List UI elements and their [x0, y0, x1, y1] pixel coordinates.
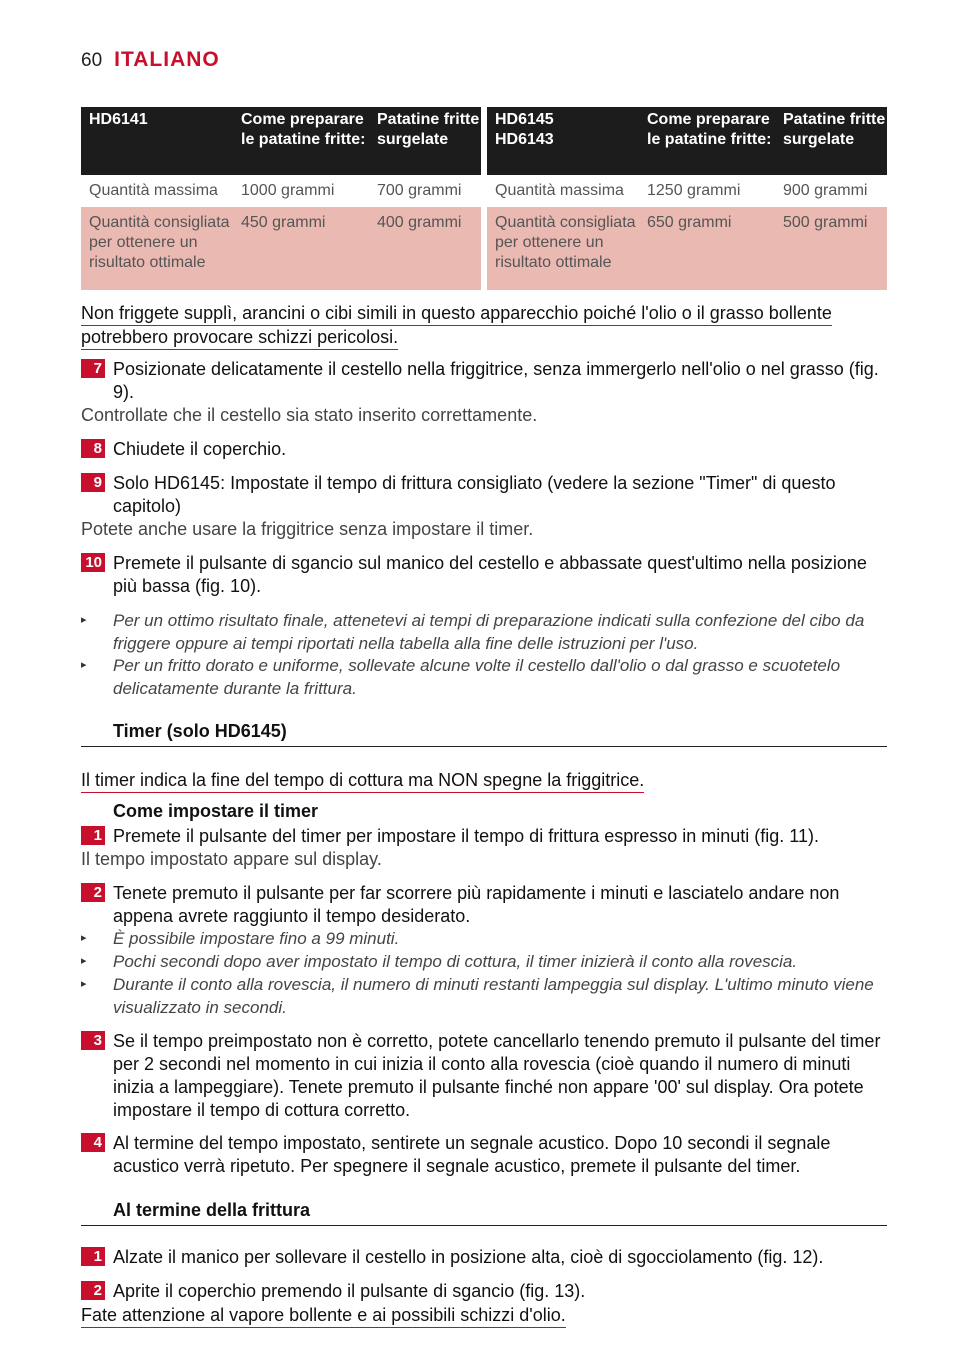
step-timer-3: 3 Se il tempo preimpostato non è corretto, potete cancellarlo tenendo premuto il pulsante del timer per 2 secondi nel momento in cui inizia il conto alla rovescia (cioè quando il numero di minuti inizia a lampeggiare). Tenete premuto il pulsante finché non appare '00' sul display. Ora potete impostare il tempo di cottura corretto. — [81, 1030, 887, 1122]
step-number: 3 — [81, 1031, 105, 1050]
warning-steam: Fate attenzione al vapore bollente e ai possibili schizzi d'olio. — [81, 1303, 566, 1327]
step-end-1: 1 Alzate il manico per sollevare il cestello in posizione alta, cioè di sgocciolamento (fig. 12). — [81, 1246, 887, 1269]
step-timer-1: 1 Premete il pulsante del timer per impostare il tempo di frittura espresso in minuti (fig. 11). — [81, 825, 887, 848]
step-7: 7 Posizionate delicatamente il cestello nella friggitrice, senza immergerlo nell'olio o nel grasso (fig. 9). — [81, 358, 887, 404]
tip-item: ▸ Per un ottimo risultato finale, attenetevi ai tempi di preparazione indicati sulla confezione del cibo da friggere oppure ai tempi riportati nella tabella alla fine delle istruzioni per l'uso. — [81, 611, 865, 653]
bullet-arrow-icon: ▸ — [81, 932, 87, 944]
subheading-set-timer: Come impostare il timer — [113, 801, 319, 821]
step-end-2: 2 Aprite il coperchio premendo il pulsante di sgancio (fig. 13). — [81, 1280, 887, 1303]
step-number: 8 — [81, 439, 105, 458]
tip-item: ▸ È possibile impostare fino a 99 minuti. — [81, 929, 400, 948]
table-row: Quantità consigliata per ottenere un risultato ottimale 650 grammi 500 grammi — [487, 207, 887, 290]
step-number: 2 — [81, 883, 105, 902]
step-10: 10 Premete il pulsante di sgancio sul manico del cestello e abbassate quest'ultimo nella posizione più bassa (fig. 10). — [81, 552, 887, 598]
table-header: HD6145 HD6143 Come preparare le patatine fritte: Patatine fritte surgelate — [487, 107, 887, 175]
step-number: 9 — [81, 473, 105, 492]
step-number: 2 — [81, 1281, 105, 1300]
step-number: 4 — [81, 1133, 105, 1152]
step-timer-4: 4 Al termine del tempo impostato, sentirete un segnale acustico. Dopo 10 secondi il segnale acustico verrà ripetuto. Per spegnere il segnale acustico, premete il pulsante del timer. — [81, 1132, 887, 1178]
note-display: Il tempo impostato appare sul display. — [81, 849, 382, 869]
page-header — [81, 48, 220, 72]
table-hd6145-hd6143 — [487, 107, 887, 290]
tip-item: ▸ Durante il conto alla rovescia, il numero di minuti restanti lampeggia sul display. L'ultimo minuto viene visualizzato in secondi. — [81, 975, 874, 1017]
warning-oil: Non friggete supplì, arancini o cibi simili in questo apparecchio poiché l'olio o il grasso bollente potrebbero provocare schizzi pericolosi. — [81, 301, 832, 349]
bullet-arrow-icon: ▸ — [81, 978, 87, 990]
language-title: ITALIANO — [114, 48, 220, 71]
warning-timer: Il timer indica la fine del tempo di cottura ma NON spegne la friggitrice. — [81, 768, 644, 792]
table-hd6141 — [81, 107, 481, 290]
step-8: 8 Chiudete il coperchio. — [81, 438, 887, 461]
step-number: 10 — [81, 553, 105, 572]
bullet-arrow-icon: ▸ — [81, 659, 87, 671]
tip-item: ▸ Per un fritto dorato e uniforme, sollevate alcune volte il cestello dall'olio o dal grasso e scuotetelo delicatamente durante la frittura. — [81, 656, 841, 698]
table-header: HD6141 Come preparare le patatine fritte: Patatine fritte surgelate — [81, 107, 481, 175]
step-number: 1 — [81, 826, 105, 845]
quantity-tables — [81, 107, 887, 290]
note-timer-optional: Potete anche usare la friggitrice senza impostare il timer. — [81, 519, 534, 539]
step-number: 7 — [81, 359, 105, 378]
tip-item: ▸ Pochi secondi dopo aver impostato il tempo di cottura, il timer inizierà il conto alla rovescia. — [81, 952, 798, 971]
page-number: 60 — [81, 50, 103, 71]
note-basket: Controllate che il cestello sia stato inserito correttamente. — [81, 405, 538, 425]
section-heading-timer: Timer (solo HD6145) — [81, 721, 887, 747]
section-heading-after-frying: Al termine della frittura — [81, 1200, 887, 1226]
bullet-arrow-icon: ▸ — [81, 614, 87, 626]
table-row: Quantità massima 1250 grammi 900 grammi — [495, 182, 868, 199]
bullet-arrow-icon: ▸ — [81, 955, 87, 967]
step-9: 9 Solo HD6145: Impostate il tempo di frittura consigliato (vedere la sezione "Timer" di questo capitolo) — [81, 472, 887, 518]
table-row: Quantità consigliata per ottenere un risultato ottimale 450 grammi 400 grammi — [81, 207, 481, 290]
step-number: 1 — [81, 1247, 105, 1266]
table-row: Quantità massima 1000 grammi 700 grammi — [89, 182, 462, 199]
step-timer-2: 2 Tenete premuto il pulsante per far scorrere più rapidamente i minuti e lasciatelo andare non appena avrete raggiunto il tempo desiderato. — [81, 882, 887, 928]
